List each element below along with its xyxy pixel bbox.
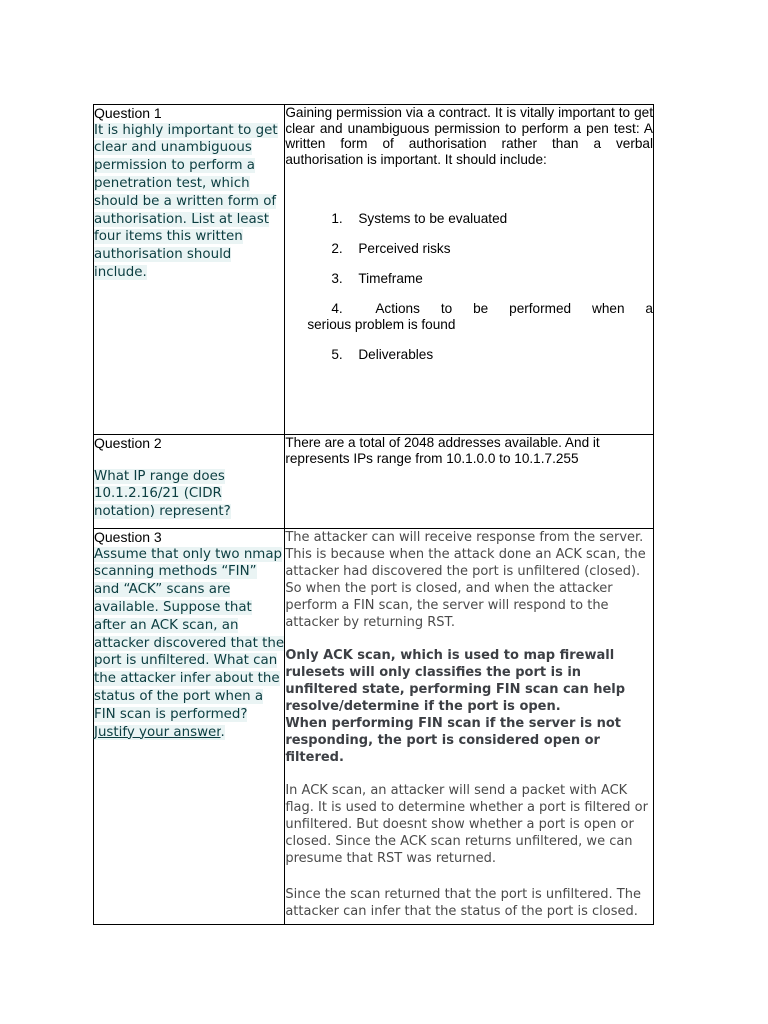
question-1-title: Question 1 xyxy=(94,105,162,121)
question-2-cell xyxy=(94,435,285,529)
question-2-title: Question 2 xyxy=(94,435,162,451)
answer-2-text: There are a total of 2048 addresses available. And it represents IPs range from 10.1.0.0 to 10.1.7.255 xyxy=(285,435,600,466)
answer-1-intro: Gaining permission via a contract. It is vitally important to get clear and unambiguous permission to perform a pen test: A written form of authorisation rather than a verbal authorisation is important. It should include: xyxy=(285,105,653,167)
list-item-text: Timeframe xyxy=(358,271,423,287)
question-row-2 xyxy=(94,435,654,529)
answer-3-bold-2: When performing FIN scan if the server is not responding, the port is considered open or filtered. xyxy=(285,716,622,765)
list-item xyxy=(285,241,653,257)
answer-3-bold-1: Only ACK scan, which is used to map firewall rulesets will only classifies the port is in unfiltered state, performing FIN scan can help resolve/determine if the port is open. xyxy=(285,648,626,714)
list-item-number: 5. xyxy=(331,347,343,363)
question-3-title: Question 3 xyxy=(94,529,162,545)
question-3-prompt: Assume that only two nmap scanning methods “FIN” and “ACK” scans are available. Suppose that after an ACK scan, an attacker discovered that the port is unfiltered. What can the attacker infer about the status of the port when a FIN scan is performed? xyxy=(94,546,285,722)
list-item-number: 1. xyxy=(331,211,343,227)
question-3-cell xyxy=(94,529,285,925)
question-3-justify-text: Justify your answer xyxy=(94,724,221,740)
list-item-number: 2. xyxy=(331,241,343,257)
list-item-number: 3. xyxy=(331,271,343,287)
qa-table xyxy=(93,104,654,925)
question-3-prompt-end: . xyxy=(220,724,225,740)
answer-2-cell xyxy=(285,435,654,529)
list-item-number: 4. xyxy=(331,301,343,317)
question-1-cell xyxy=(94,105,285,435)
list-item-text-continued: serious problem is found xyxy=(307,317,456,333)
answer-3-cell xyxy=(285,529,654,925)
question-row-1 xyxy=(94,105,654,435)
answer-1-cell xyxy=(285,105,654,435)
answer-1-list xyxy=(285,211,653,363)
answer-3-paragraph-2: In ACK scan, an attacker will send a packet with ACK flag. It is used to determine whether a port is filtered or unfiltered. But doesnt show whether a port is open or closed. Since the ACK scan returns unfiltered, we can presume that RST was returned. xyxy=(285,783,648,866)
question-1-prompt: It is highly important to get clear and unambiguous permission to perform a penetration test, which should be a written form of authorisation. List at least four items this written authorisation should include. xyxy=(94,122,278,280)
list-item-text: Perceived risks xyxy=(358,241,451,257)
list-item-text: Systems to be evaluated xyxy=(358,211,508,227)
list-item-text: Deliverables xyxy=(358,347,434,363)
answer-3-paragraph-3: Since the scan returned that the port is unfiltered. The attacker can infer that the status of the port is closed. xyxy=(285,887,641,919)
question-row-3 xyxy=(94,529,654,925)
list-item-text: Actions to be performed when a xyxy=(375,301,653,317)
list-item xyxy=(285,271,653,287)
list-item xyxy=(285,211,653,227)
list-item xyxy=(285,301,653,333)
answer-3-paragraph-1: The attacker can will receive response from the server. This is because when the attack done an ACK scan, the attacker had discovered the port is unfiltered (closed). So when the port is closed, and when the attacker perform a FIN scan, the server will respond to the attacker by returning RST. xyxy=(285,530,646,630)
question-2-prompt: What IP range does 10.1.2.16/21 (CIDR notation) represent? xyxy=(94,468,231,520)
list-item xyxy=(285,347,653,363)
